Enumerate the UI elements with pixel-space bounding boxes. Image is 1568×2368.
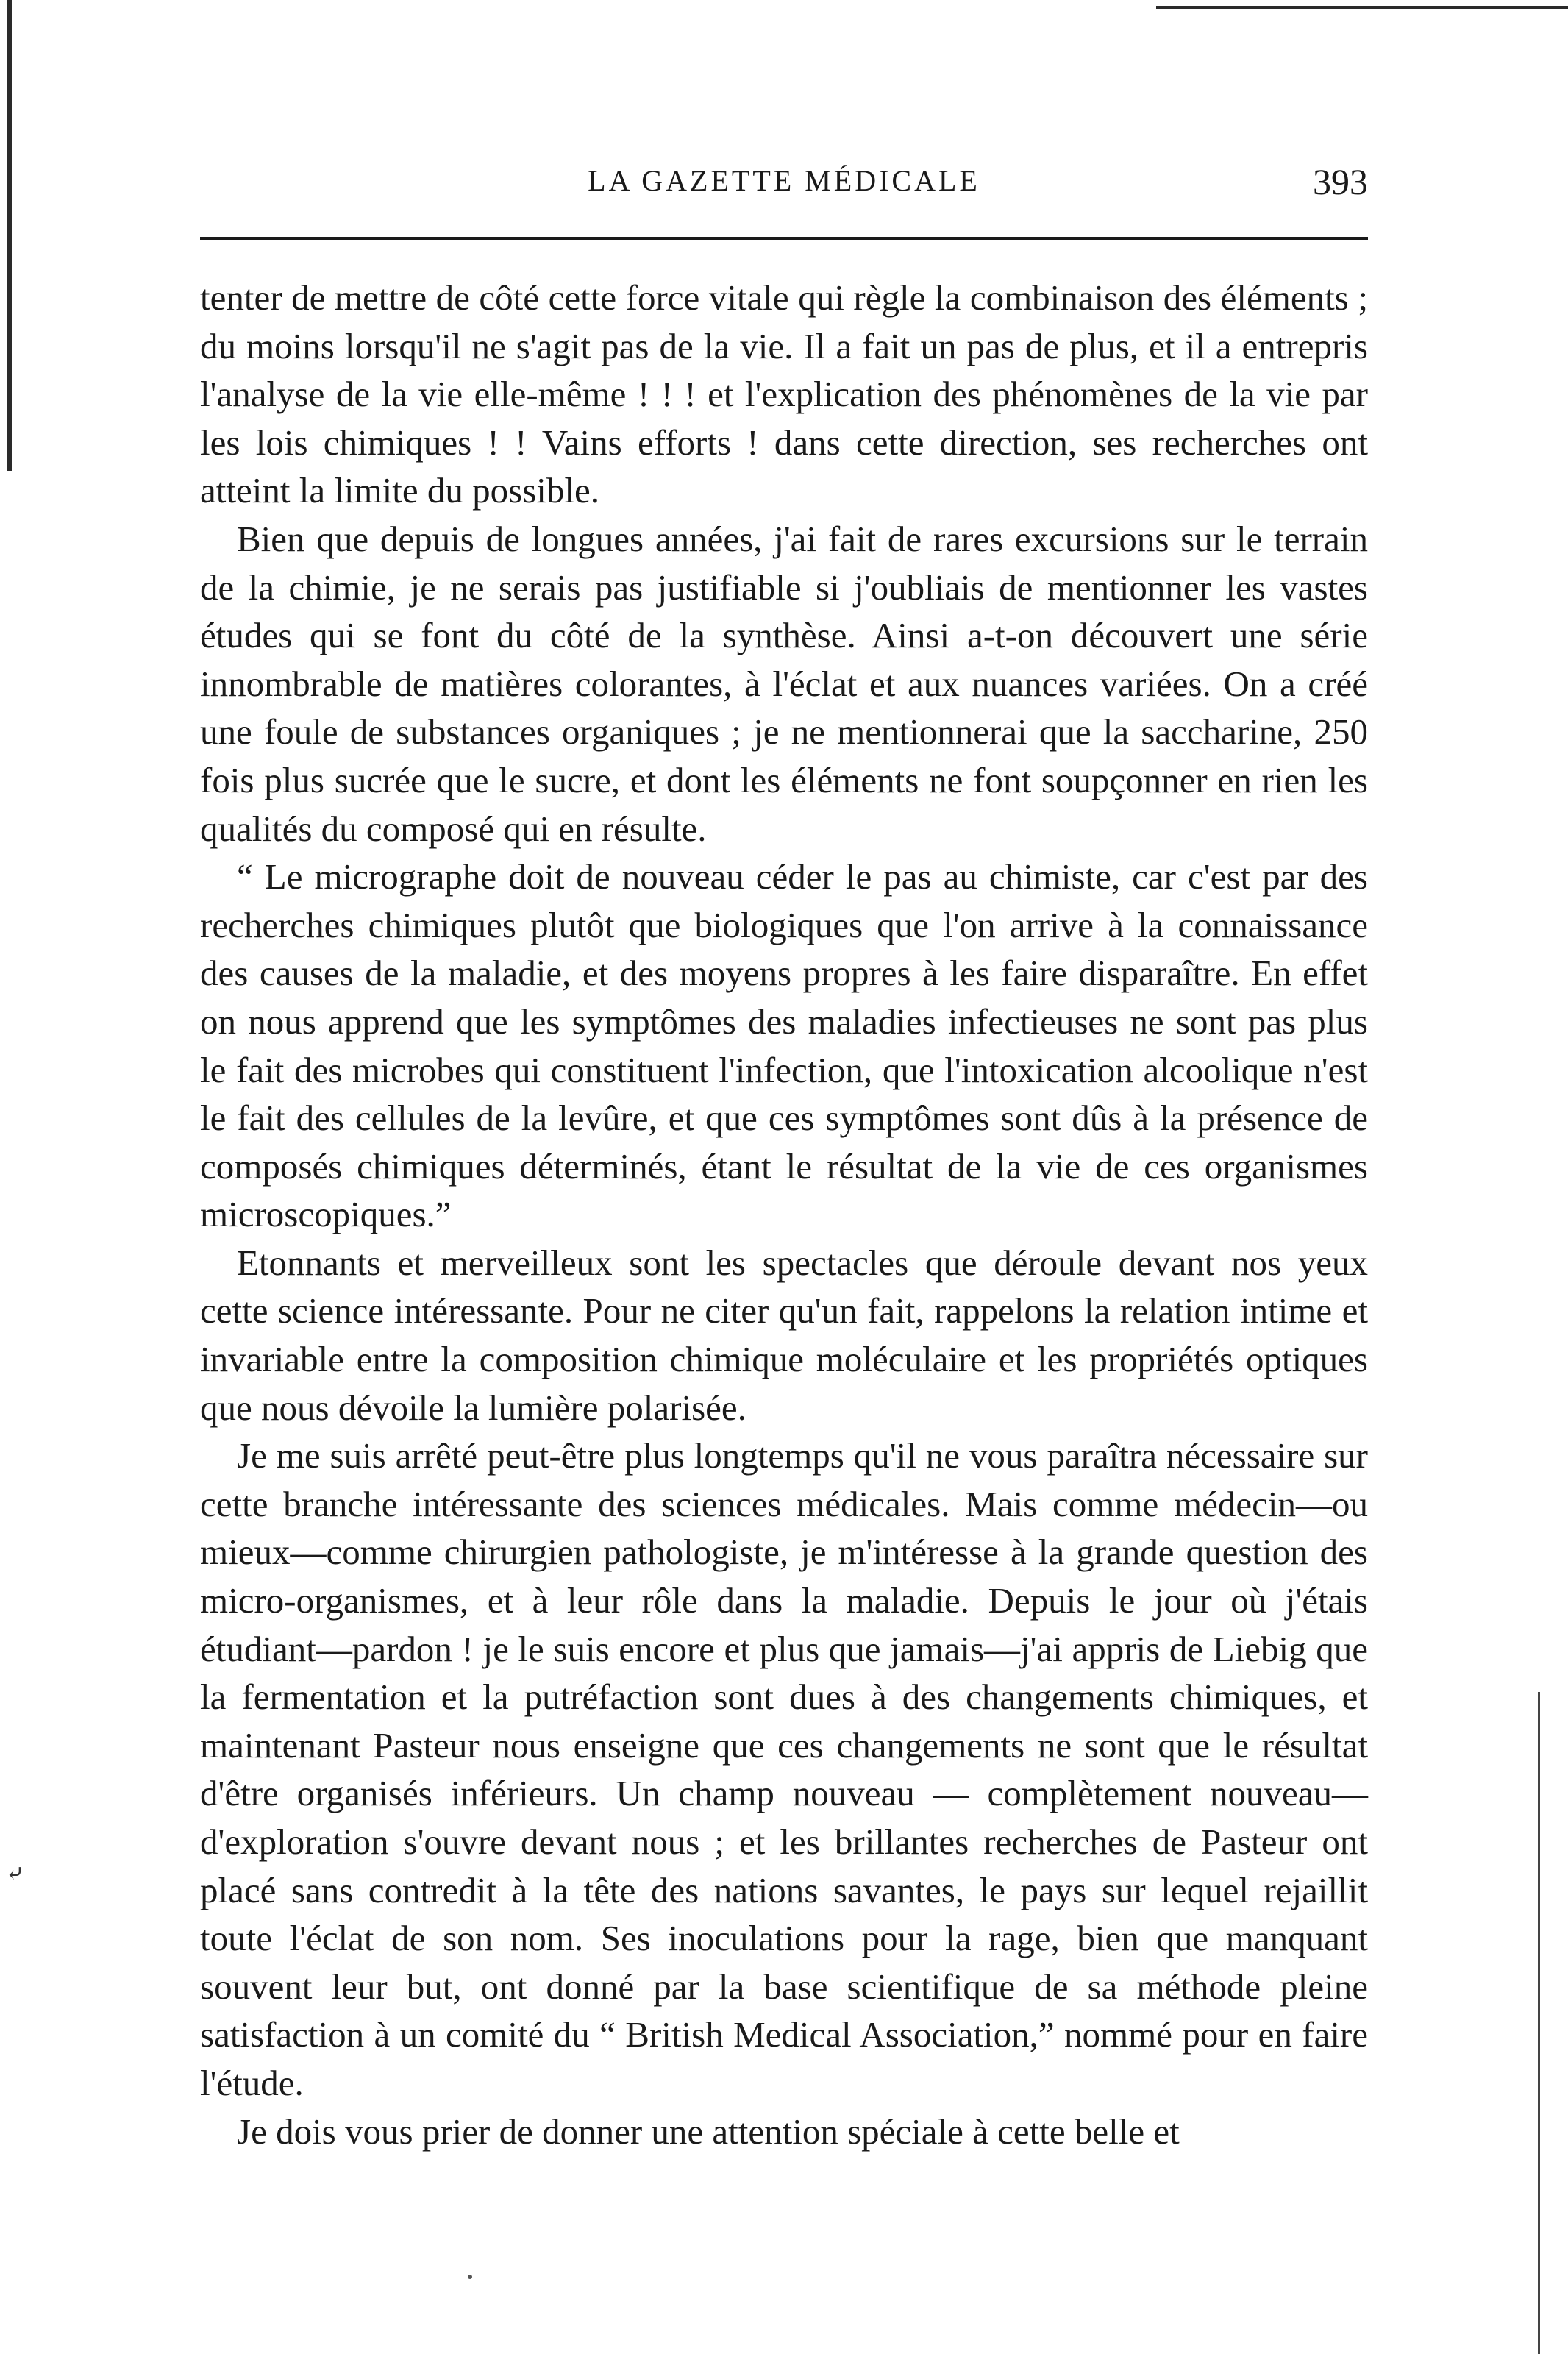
- paragraph-1: tenter de mettre de côté cette force vitale qui règle la combinaison des éléments ; du moins lorsqu'il ne s'agit pas de la vie. Il a fait un pas de plus, et il a entrepris l'analyse de la vie elle-même ! ! ! et l'explication des phénomènes de la vie par les lois chimiques ! ! Vains efforts ! dans cette direction, ses recherches ont atteint la limite du possible.: [200, 277, 1368, 511]
- margin-mark: ⤶: [6, 1862, 25, 1886]
- scan-edge-right: [1538, 1692, 1540, 2354]
- header-rule: [200, 237, 1368, 240]
- page-number: 393: [1313, 161, 1368, 202]
- paragraph-3: “ Le micrographe doit de nouveau céder le pas au chimiste, car c'est par des recherches chimiques plutôt que biologiques que l'on arrive à la connaissance des causes de la maladie, et des moyens propres à les faire disparaître. En effet on nous apprend que les symptômes des maladies infectieuses ne sont pas plus le fait des microbes qui constituent l'infection, que l'intoxication alcoolique n'est le fait des cellules de la levûre, et que ces symptômes sont dûs à la présence de composés chimiques déterminés, étant le résultat de la vie de ces organismes microscopiques.”: [200, 856, 1368, 1235]
- paragraph-2: Bien que depuis de longues années, j'ai fait de rares excursions sur le terrain de la chimie, je ne serais pas justifiable si j'oubliais de mentionner les vastes études qui se font du côté de la synthèse. Ainsi a-t-on découvert une série innombrable de matières colorantes, à l'éclat et aux nuances variées. On a créé une foule de substances organiques ; je ne mentionnerai que la saccharine, 250 fois plus sucrée que le sucre, et dont les éléments ne font soupçonner en rien les qualités du composé qui en résulte.: [200, 518, 1368, 849]
- scan-edge-left: [7, 0, 12, 471]
- page-header: [200, 163, 1368, 215]
- running-title: LA GAZETTE MÉDICALE: [588, 164, 980, 197]
- body-text: [200, 274, 1368, 2155]
- paragraph-4: Etonnants et merveilleux sont les spectacles que déroule devant nos yeux cette science intéressante. Pour ne citer qu'un fait, rappelons la relation intime et invariable entre la composition chimique moléculaire et les propriétés optiques que nous dévoile la lumière polarisée.: [200, 1242, 1368, 1428]
- scan-edge-top: [1156, 6, 1568, 9]
- paragraph-6: Je dois vous prier de donner une attention spéciale à cette belle et: [237, 2111, 1180, 2152]
- paragraph-5: Je me suis arrêté peut-être plus longtemps qu'il ne vous paraîtra nécessaire sur cette branche intéressante des sciences médicales. Mais comme médecin—ou mieux—comme chirurgien pathologiste, je m'intéresse à la grande question des micro-organismes, et à leur rôle dans la maladie. Depuis le jour où j'étais étudiant—pardon ! je le suis encore et plus que jamais—j'ai appris de Liebig que la fermentation et la putréfaction sont dues à des changements chimiques, et maintenant Pasteur nous enseigne que ces changements ne sont que le résultat d'être organisés inférieurs. Un champ nouveau — complètement nouveau—d'exploration s'ouvre devant nous ; et les brillantes recherches de Pasteur ont placé sans contredit à la tête des nations savantes, le pays sur lequel rejaillit toute l'éclat de son nom. Ses inoculations pour la rage, bien que manquant souvent leur but, ont donné par la base scientifique de sa méthode pleine satisfaction à un comité du “ British Medical Association,” nommé pour en faire l'étude.: [200, 1435, 1368, 2103]
- stray-dot: [468, 2275, 472, 2279]
